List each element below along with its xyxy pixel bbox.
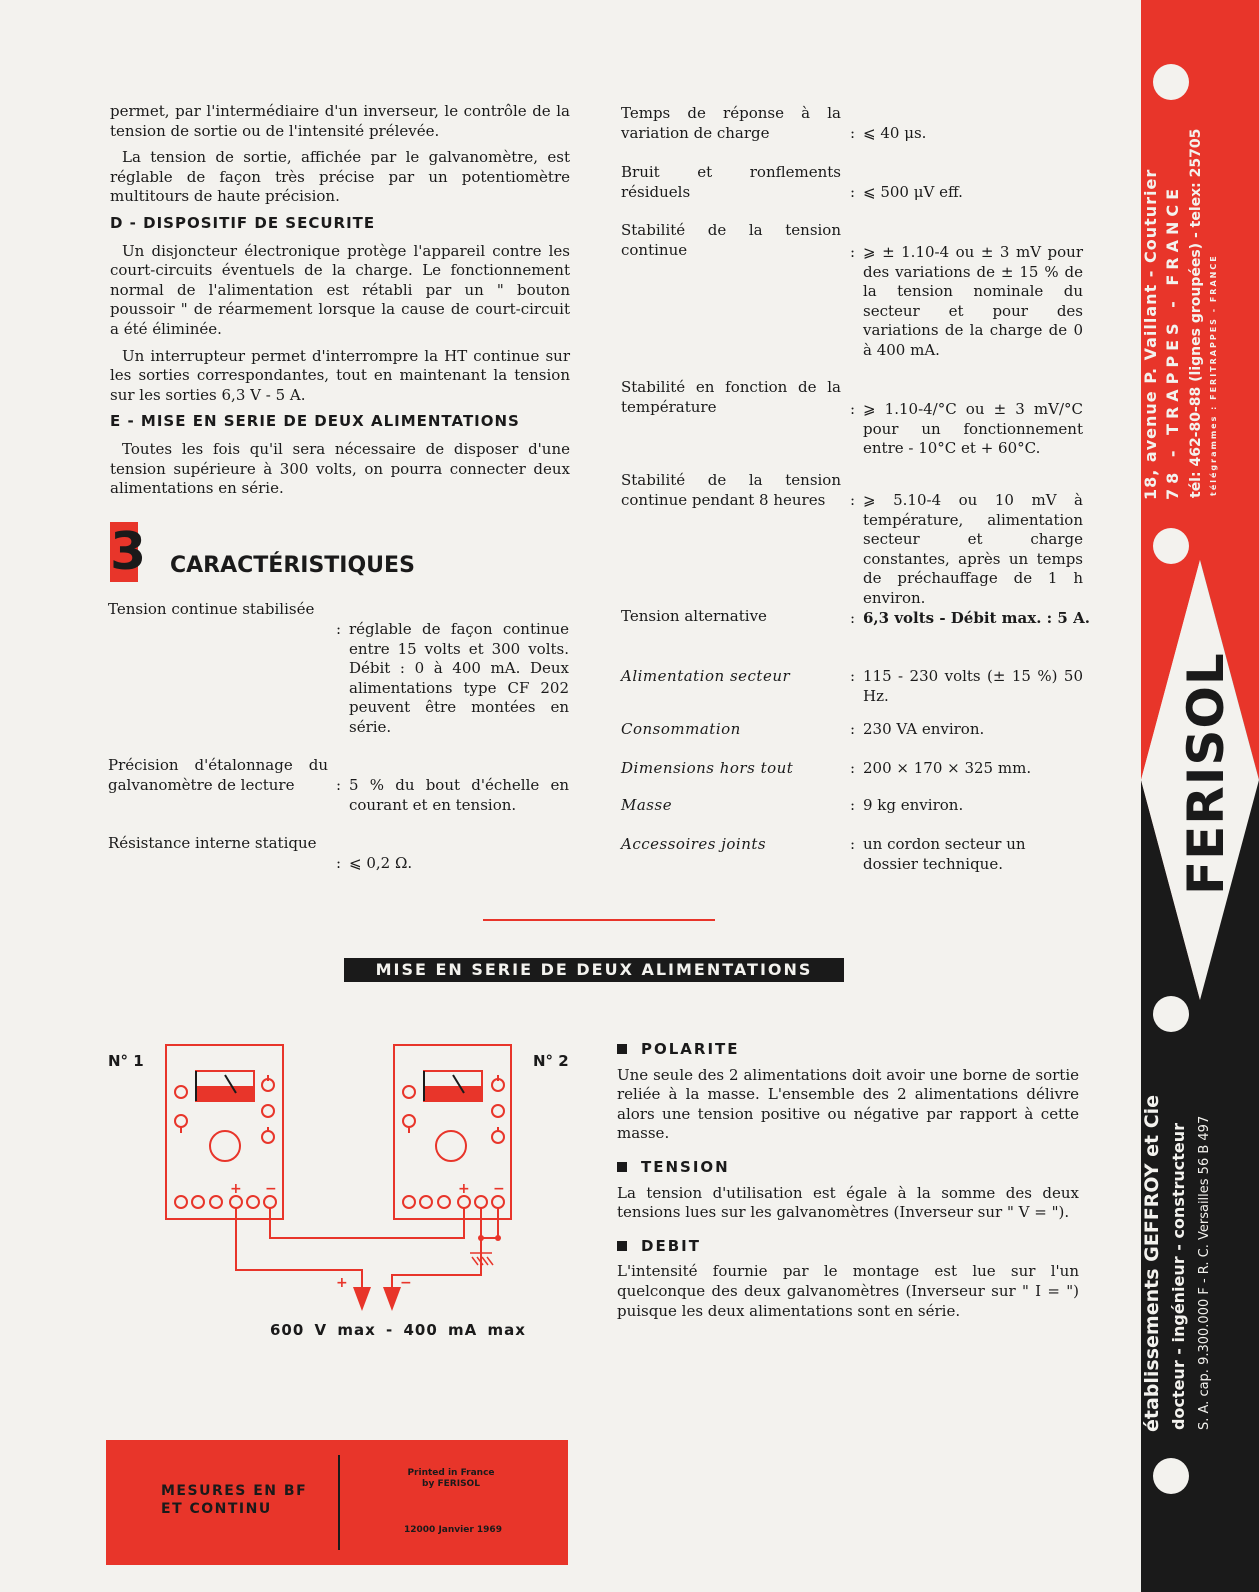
colon: : <box>336 854 342 872</box>
colon: : <box>850 183 856 201</box>
phone-line: tél: 462-80-88 (lignes groupées) - telex: 25705 <box>1188 128 1204 498</box>
output-minus-label: − <box>400 1275 412 1291</box>
company-sidebar <box>1141 0 1259 1592</box>
colon: : <box>850 243 856 261</box>
spec-label: Masse <box>621 796 673 814</box>
link-wire <box>270 1208 464 1238</box>
spec-row <box>108 834 578 872</box>
spec-row <box>621 378 1091 458</box>
section-number-badge <box>110 522 147 582</box>
minus-terminal-label: − <box>265 1181 277 1197</box>
note-heading: DEBIT <box>617 1237 1079 1257</box>
section-number: 3 <box>110 522 147 582</box>
knob-2-icon <box>436 1131 466 1161</box>
spec-label: Stabilité de la tension continue <box>621 221 841 259</box>
spec-row <box>621 720 1091 740</box>
spec-label: Temps de réponse à la variation de charge <box>621 104 841 142</box>
spec-row <box>621 221 1091 359</box>
colon: : <box>850 491 856 509</box>
arrow-minus-icon <box>383 1287 401 1311</box>
spec-row <box>621 759 1091 779</box>
spec-label: Stabilité de la tension continue pendant 8 heures <box>621 471 841 509</box>
company-name: établissements GEFFROY et Cie <box>1141 1094 1163 1432</box>
left-intro-text <box>110 102 570 506</box>
spec-row <box>621 667 1091 705</box>
spec-value: un cordon secteur un dossier technique. <box>863 835 1026 873</box>
colon: : <box>850 796 856 814</box>
paragraph: permet, par l'intermédiaire d'un inverseur, le contrôle de la tension de sortie ou de l'intensité prélevée. <box>110 102 570 140</box>
spec-row <box>621 163 1091 202</box>
spec-value: 5 % du bout d'échelle en courant et en tension. <box>349 776 569 814</box>
colon: : <box>850 400 856 418</box>
spec-value: 9 kg environ. <box>863 796 964 814</box>
brand-logo-text: FERISOL <box>1177 652 1235 895</box>
section-title: CARACTÉRISTIQUES <box>170 553 415 578</box>
spec-value: ⩾ ± 1.10-4 ou ± 3 mV pour des variations de ± 15 % de la tension nominale du secteur et pour des variations de la charge de 0 à 400 mA. <box>863 243 1083 359</box>
spec-value: 200 × 170 × 325 mm. <box>863 759 1032 777</box>
note-text: L'intensité fournie par le montage est lue sur l'un quelconque des deux galvanomètres (Inverseur sur " I = ") puisque les deux alimentations sont en série. <box>617 1262 1079 1320</box>
colon: : <box>336 620 342 638</box>
note-text: Une seule des 2 alimentations doit avoir une borne de sortie reliée à la masse. L'ensemble des 2 alimentations délivre alors une tension positive ou négative par rapport à cette masse. <box>617 1065 1079 1143</box>
colon: : <box>336 776 342 794</box>
spec-row <box>621 104 1091 143</box>
spec-row <box>621 796 1091 816</box>
colon: : <box>850 759 856 777</box>
spec-label: Consommation <box>621 720 741 738</box>
binder-hole <box>1153 996 1189 1032</box>
spec-value: 6,3 volts - Débit max. : 5 A. <box>863 609 1090 627</box>
paragraph: Un disjoncteur électronique protège l'appareil contre les court-circuits éventuels de la charge. Le fonctionnement normal de l'alimentation est rétabli par un " bouton poussoir " de réarmement lorsque la cause de court-circuit a été éliminée. <box>110 241 570 338</box>
telegram-line: télégrammes : FERITRAPPES - FRANCE <box>1209 254 1218 496</box>
binder-hole <box>1153 1458 1189 1494</box>
unit-2-label: N° 2 <box>533 1052 569 1070</box>
spec-label: Accessoires joints <box>621 835 767 853</box>
footer-box <box>106 1440 568 1565</box>
spec-label: Précision d'étalonnage du galvanomètre de lecture <box>108 756 328 794</box>
city-line: 78 - TRAPPES - FRANCE <box>1163 183 1182 500</box>
footer-label: MESURES EN BF ET CONTINU <box>161 1483 308 1517</box>
footer-divider <box>338 1455 340 1550</box>
spec-row <box>621 835 1091 873</box>
plus-terminal-label: + <box>458 1181 470 1197</box>
section-heading: D - DISPOSITIF DE SECURITE <box>110 213 376 232</box>
edition-note: 12000 Janvier 1969 <box>404 1525 502 1535</box>
section-heading: E - MISE EN SERIE DE DEUX ALIMENTATIONS <box>110 412 520 431</box>
spec-label: Tension alternative <box>621 607 767 625</box>
spec-value: ⩽ 0,2 Ω. <box>349 854 413 872</box>
arrow-plus-icon <box>353 1287 371 1311</box>
binder-hole <box>1153 528 1189 564</box>
binder-hole <box>1153 64 1189 100</box>
square-bullet-icon <box>617 1044 627 1054</box>
unit-1-label: N° 1 <box>108 1052 144 1070</box>
plus-terminal-label: + <box>230 1181 242 1197</box>
profession-line: docteur - ingénieur - constructeur <box>1169 1122 1188 1430</box>
diagram-banner: MISE EN SERIE DE DEUX ALIMENTATIONS <box>344 958 844 982</box>
spec-value: ⩽ 40 μs. <box>863 124 927 142</box>
spec-value: réglable de façon continue entre 15 volts et 300 volts. Débit : 0 à 400 mA. Deux alimentations type CF 202 peuvent être montées en série. <box>349 620 569 736</box>
spec-label: Bruit et ronflements résiduels <box>621 163 841 201</box>
diagram-caption: 600 V max - 400 mA max <box>270 1321 526 1339</box>
spec-value: 230 VA environ. <box>863 720 985 738</box>
note-heading: TENSION <box>617 1158 1079 1178</box>
spec-row <box>621 471 1091 607</box>
spec-label: Dimensions hors tout <box>621 759 794 777</box>
spec-value: ⩽ 500 μV eff. <box>863 183 963 201</box>
printed-note: Printed in France by FERISOL <box>407 1468 495 1489</box>
spec-row <box>108 600 578 736</box>
colon: : <box>850 835 856 853</box>
spec-label: Résistance interne statique <box>108 834 317 852</box>
paragraph: La tension de sortie, affichée par le galvanomètre, est réglable de façon très précise par un potentiomètre multitours de haute précision. <box>110 148 570 206</box>
colon: : <box>850 667 856 685</box>
note-text: La tension d'utilisation est égale à la somme des deux tensions lues sur les galvanomètres (Inverseur sur " V = "). <box>617 1183 1079 1222</box>
address-line: 18, avenue P. Vaillant - Couturier <box>1141 168 1160 500</box>
series-connection-diagram <box>150 1035 530 1325</box>
colon: : <box>850 124 856 142</box>
legal-line: S. A. cap. 9.300.000 F - R. C. Versailles 56 B 497 <box>1197 1115 1212 1430</box>
knob-1-icon <box>210 1131 240 1161</box>
minus-terminal-label: − <box>493 1181 505 1197</box>
paragraph: Toutes les fois qu'il sera nécessaire de disposer d'une tension supérieure à 300 volts, on pourra connecter deux alimentations en série. <box>110 439 570 498</box>
spec-label: Alimentation secteur <box>621 667 791 685</box>
square-bullet-icon <box>617 1241 627 1251</box>
spec-value: ⩾ 1.10-4/°C ou ± 3 mV/°C pour un fonctionnement entre - 10°C et + 60°C. <box>863 400 1083 458</box>
output-plus-label: + <box>336 1275 348 1291</box>
colon: : <box>850 609 856 627</box>
note-heading: POLARITE <box>617 1040 1079 1060</box>
spec-label: Tension continue stabilisée <box>108 600 315 618</box>
spec-value: ⩾ 5.10-4 ou 10 mV à température, alimentation secteur et charge constantes, après un temps de préchauffage de 1 h environ. <box>863 491 1083 607</box>
spec-label: Stabilité en fonction de la température <box>621 378 841 416</box>
spec-row <box>108 756 578 814</box>
paragraph: Un interrupteur permet d'interrompre la HT continue sur les sorties correspondantes, tout en maintenant la tension sur les sorties 6,3 V - 5 A. <box>110 346 570 404</box>
spec-row <box>621 607 1091 627</box>
colon: : <box>850 720 856 738</box>
notes-block <box>617 1040 1079 1321</box>
red-divider <box>483 919 715 921</box>
spec-value: 115 - 230 volts (± 15 %) 50 Hz. <box>863 667 1083 705</box>
square-bullet-icon <box>617 1162 627 1172</box>
